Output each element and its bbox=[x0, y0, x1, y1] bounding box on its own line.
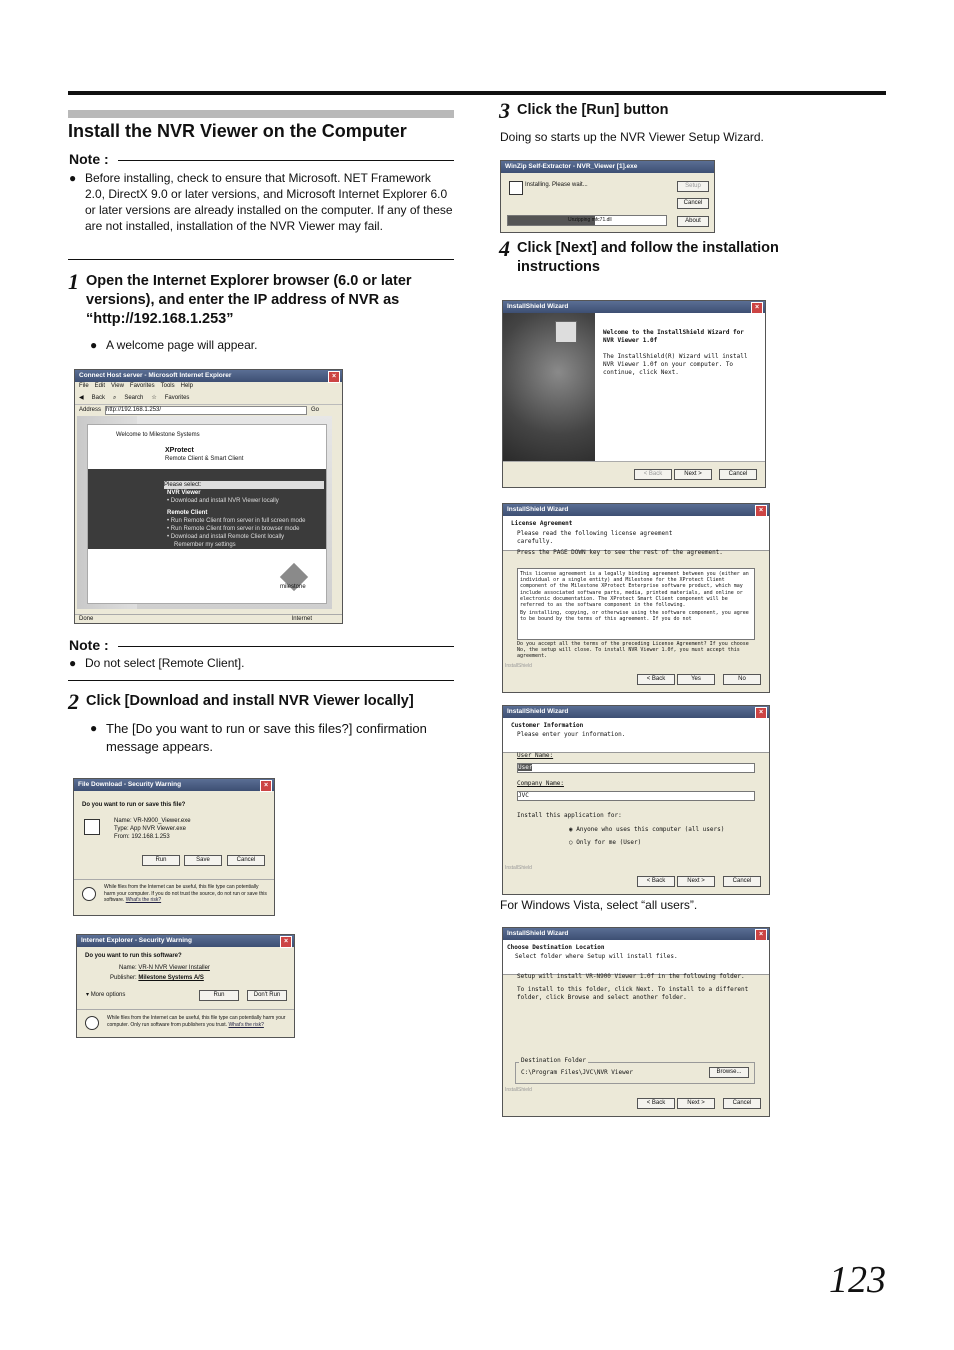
sec-name-row bbox=[119, 964, 210, 972]
step-number: 4 bbox=[499, 236, 510, 261]
step-title: Open the Internet Explorer browser (6.0 or later versions), and enter the IP address of NVR as “http://192.168.1.253” bbox=[86, 273, 412, 327]
star-icon[interactable]: ☆ bbox=[151, 394, 157, 401]
please-select: Please select: bbox=[164, 481, 324, 489]
fd-from: 192.168.1.253 bbox=[131, 834, 170, 840]
menu-favorites[interactable]: Favorites bbox=[129, 383, 155, 389]
license-text-2: By installing, copying, or otherwise using the software component, you agree to be bound by the terms of this agreement. If you do not bbox=[520, 610, 749, 623]
brand-text: milestone bbox=[280, 584, 306, 590]
menu-help[interactable]: Help bbox=[180, 383, 193, 389]
wd-line1: Setup will install VR-N900 Viewer 1.0f in the following folder. bbox=[517, 973, 745, 980]
step-2 bbox=[68, 689, 454, 714]
company-name-input[interactable] bbox=[517, 791, 755, 801]
remote-client-label: Remote Client bbox=[167, 510, 208, 516]
cancel-button[interactable]: Cancel bbox=[227, 855, 265, 866]
menu-panel bbox=[88, 469, 326, 549]
wd-title: InstallShield Wizard bbox=[507, 930, 569, 937]
about-button[interactable]: About bbox=[677, 216, 709, 227]
yes-button[interactable]: Yes bbox=[677, 674, 715, 685]
license-textbox[interactable] bbox=[517, 568, 755, 640]
product-sub: Remote Client & Smart Client bbox=[165, 456, 244, 462]
cancel-button[interactable]: Cancel bbox=[719, 469, 757, 480]
fd-question: Do you want to run or save this file? bbox=[82, 802, 186, 808]
sec-warning-text: While files from the Internet can be useful, this file type can potentially harm your computer. Only run software from publishers you trust. bbox=[107, 1015, 286, 1028]
user-name-label: User Name: bbox=[517, 752, 554, 759]
user-name-value: User bbox=[518, 764, 533, 771]
wizard-customer bbox=[502, 705, 770, 895]
note-end-rule bbox=[68, 259, 454, 260]
close-icon[interactable]: × bbox=[755, 505, 767, 517]
remote-fullscreen-link[interactable]: • Run Remote Client from server in full screen mode bbox=[167, 518, 306, 524]
wl-title: InstallShield Wizard bbox=[507, 506, 569, 513]
fd-titlebar bbox=[74, 779, 274, 791]
note-bullet: ● Before installing, check to ensure that Microsoft. NET Framework 2.0, DirectX 9.0 or later versions, and Microsoft Internet Explorer 6.0 or later versions are already installed on the computer. If any of these are not installed, installation of the NVR Viewer may fail. bbox=[69, 171, 453, 233]
close-icon[interactable]: × bbox=[755, 707, 767, 719]
note2-text: Do not select [Remote Client]. bbox=[85, 656, 245, 670]
back-button[interactable]: Back bbox=[91, 394, 105, 401]
step-number: 1 bbox=[68, 269, 79, 294]
wl-heading: License Agreement bbox=[511, 520, 573, 527]
search-button[interactable]: Search bbox=[124, 394, 144, 401]
radio-all-users[interactable]: ◉ Anyone who uses this computer (all users) bbox=[569, 826, 725, 833]
wizard-destination bbox=[502, 927, 770, 1117]
winzip-title: WinZip Self-Extractor - NVR_Viewer [1].exe bbox=[505, 163, 638, 170]
more-options-label[interactable]: More options bbox=[90, 992, 126, 998]
ie-security-dialog bbox=[76, 934, 295, 1038]
close-icon[interactable]: × bbox=[751, 302, 763, 314]
winzip-dialog bbox=[500, 160, 715, 233]
sec-name: VR-N NVR Viewer Installer bbox=[138, 965, 210, 971]
step-number: 3 bbox=[499, 98, 510, 123]
remember-checkbox[interactable]: Remember my settings bbox=[174, 542, 236, 548]
run-button[interactable]: Run bbox=[199, 990, 239, 1001]
sec-publisher: Milestone Systems A/S bbox=[138, 975, 204, 981]
next-button[interactable]: Next > bbox=[677, 876, 715, 887]
destination-label: Destination Folder bbox=[521, 1057, 587, 1064]
step-title: Click [Next] and follow the installation instructions bbox=[517, 240, 779, 275]
fd-divider bbox=[74, 879, 274, 880]
winzip-titlebar bbox=[501, 161, 714, 173]
step1-bullet-text: A welcome page will appear. bbox=[106, 338, 258, 352]
next-button[interactable]: Next > bbox=[677, 1098, 715, 1109]
status-left: Done bbox=[79, 616, 94, 622]
browse-button[interactable]: Browse... bbox=[709, 1067, 749, 1078]
ie-menubar bbox=[75, 382, 342, 391]
step-4 bbox=[499, 236, 839, 277]
sec-divider bbox=[77, 1009, 294, 1010]
save-button[interactable]: Save bbox=[184, 855, 222, 866]
menu-view[interactable]: View bbox=[111, 383, 124, 389]
top-rule bbox=[68, 91, 886, 95]
fd-title: File Download - Security Warning bbox=[78, 781, 182, 788]
fd-type-label: Type: bbox=[114, 826, 129, 832]
company-name-label: Company Name: bbox=[517, 780, 564, 787]
fd-warning bbox=[104, 884, 269, 904]
sec-question: Do you want to run this software? bbox=[85, 953, 182, 959]
wl-titlebar bbox=[503, 504, 769, 516]
wd-titlebar bbox=[503, 928, 769, 940]
fd-warning-text: While files from the Internet can be useful, this file type can potentially harm your computer. If you do not trust the source, do not run or save this software. bbox=[104, 884, 267, 903]
ie-titlebar bbox=[75, 370, 342, 382]
product-name: XProtect bbox=[165, 447, 194, 454]
back-button[interactable]: < Back bbox=[637, 674, 675, 685]
back-button[interactable]: < Back bbox=[634, 469, 672, 480]
shield-icon bbox=[85, 1016, 99, 1030]
chevron-down-icon[interactable]: ▾ bbox=[86, 992, 90, 998]
close-icon[interactable]: × bbox=[328, 371, 340, 383]
sec-title: Internet Explorer - Security Warning bbox=[81, 937, 193, 944]
ww-text: The InstallShield(R) Wizard will install NVR Viewer 1.0f on your computer. To continue, click Next. bbox=[603, 353, 748, 376]
close-icon[interactable]: × bbox=[280, 936, 292, 948]
wizard-side-art bbox=[503, 313, 595, 461]
sec-titlebar bbox=[77, 935, 294, 947]
wc-titlebar bbox=[503, 706, 769, 718]
close-icon[interactable]: × bbox=[755, 929, 767, 941]
note2-rule bbox=[118, 646, 454, 647]
fd-name-label: Name: bbox=[114, 818, 132, 824]
ie-content bbox=[77, 416, 332, 609]
run-button[interactable]: Run bbox=[142, 855, 180, 866]
license-text: This license agreement is a legally binding agreement between you (either an individual or a single entity) and Milestone for the XProtect Client component of the Milestone XProtect Enterprise software product, which may include associated software parts, media, printed materials, and online or electronic documentation. The XProtect Smart Client component will be referred to as the software component in the following. bbox=[520, 571, 749, 609]
ie-browser-screenshot bbox=[74, 369, 343, 624]
radio-all-users-label: Anyone who uses this computer (all users) bbox=[576, 826, 725, 833]
page-number: 123 bbox=[829, 1259, 886, 1301]
wl-question: Do you accept all the terms of the preceding License Agreement? If you choose No, the setup will close. To install NVR Viewer 1.0f, you must accept this agreement. bbox=[517, 641, 749, 660]
section-bar bbox=[68, 110, 454, 118]
wl-sub: Please read the following license agreement carefully. bbox=[517, 530, 673, 545]
sec-name-label: Name: bbox=[119, 965, 137, 971]
step2-bullet-text: The [Do you want to run or save this files?] confirmation message appears. bbox=[106, 721, 427, 754]
menu-file[interactable]: File bbox=[79, 383, 89, 389]
wl-footer-brand: InstallShield bbox=[505, 663, 532, 669]
menu-tools[interactable]: Tools bbox=[160, 383, 175, 389]
wd-footer-brand: InstallShield bbox=[505, 1087, 532, 1093]
address-input[interactable]: http://192.168.1.253/ bbox=[105, 406, 307, 415]
step-title: Click the [Run] button bbox=[517, 102, 669, 118]
note2-end-rule bbox=[68, 680, 454, 681]
wc-title: InstallShield Wizard bbox=[507, 708, 569, 715]
wizard-welcome bbox=[502, 300, 766, 488]
note-rule bbox=[118, 160, 454, 161]
wd-sub: Select folder where Setup will install files. bbox=[515, 953, 678, 960]
address-label: Address bbox=[79, 407, 102, 413]
fd-name: VR-N900_Viewer.exe bbox=[133, 818, 191, 824]
installer-icon bbox=[555, 321, 577, 343]
wd-heading: Choose Destination Location bbox=[507, 944, 605, 951]
back-icon[interactable]: ◀ bbox=[79, 394, 84, 401]
cancel-button[interactable]: Cancel bbox=[723, 1098, 761, 1109]
destination-path: C:\Program Files\JVC\NVR Viewer bbox=[521, 1069, 633, 1076]
step-3 bbox=[499, 98, 885, 123]
wc-heading: Customer Information bbox=[511, 722, 584, 729]
section-title: Install the NVR Viewer on the Computer bbox=[68, 121, 407, 141]
ie-title: Connect Host server - Microsoft Internet Explorer bbox=[79, 372, 232, 379]
wc-sub: Please enter your information. bbox=[517, 731, 626, 738]
install-for-label: Install this application for: bbox=[517, 812, 622, 819]
vista-note: For Windows Vista, select “all users”. bbox=[500, 898, 698, 912]
user-name-input[interactable] bbox=[517, 763, 755, 773]
dont-run-button[interactable]: Don't Run bbox=[247, 990, 287, 1001]
radio-only-me[interactable]: ○ Only for me (User) bbox=[569, 839, 642, 846]
close-icon[interactable]: × bbox=[260, 780, 272, 792]
remote-browser-link[interactable]: • Run Remote Client from server in browser mode bbox=[167, 526, 300, 532]
no-button[interactable]: No bbox=[723, 674, 761, 685]
company-name-value: JVC bbox=[518, 792, 529, 799]
address-bar bbox=[75, 405, 342, 415]
favorites-button[interactable]: Favorites bbox=[164, 394, 190, 401]
sec-warning bbox=[107, 1015, 287, 1028]
search-icon[interactable]: ⌕ bbox=[112, 394, 117, 401]
step2-bullet: ● The [Do you want to run or save this files?] confirmation message appears. bbox=[90, 720, 450, 756]
fd-from-label: From: bbox=[114, 834, 130, 840]
wizard-license bbox=[502, 503, 770, 693]
ww-heading: Welcome to the InstallShield Wizard for NVR Viewer 1.0f bbox=[603, 329, 744, 344]
note2-bullet: ● Do not select [Remote Client]. bbox=[69, 656, 245, 670]
file-icon bbox=[84, 819, 100, 835]
status-right: Internet bbox=[291, 616, 312, 622]
cancel-button[interactable]: Cancel bbox=[677, 198, 709, 209]
archive-icon bbox=[509, 181, 523, 195]
welcome-panel bbox=[87, 424, 327, 604]
note-text: Before installing, check to ensure that Microsoft. NET Framework 2.0, DirectX 9.0 or later versions, and Microsoft Internet Explorer 6.0 or later versions are already installed on the computer. If any of these are not installed, installation of the NVR Viewer may fail. bbox=[85, 171, 453, 233]
wc-footer-brand: InstallShield bbox=[505, 865, 532, 871]
ww-title: InstallShield Wizard bbox=[507, 303, 569, 310]
progress-bar bbox=[507, 215, 667, 226]
shield-icon bbox=[82, 887, 96, 901]
next-button[interactable]: Next > bbox=[674, 469, 712, 480]
back-button[interactable]: < Back bbox=[637, 1098, 675, 1109]
welcome-text: Welcome to Milestone Systems bbox=[116, 432, 200, 438]
cancel-button[interactable]: Cancel bbox=[723, 876, 761, 887]
sec-risk-link[interactable]: What's the risk? bbox=[228, 1021, 264, 1028]
go-button[interactable]: Go bbox=[311, 407, 320, 413]
sec-publisher-label: Publisher: bbox=[110, 975, 137, 981]
progress-text: Unzipping mfc71.dll bbox=[568, 217, 612, 223]
download-nvr-link[interactable]: • Download and install NVR Viewer locally bbox=[167, 498, 279, 504]
ie-statusbar bbox=[75, 614, 342, 623]
fd-risk-link[interactable]: What's the risk? bbox=[125, 897, 162, 903]
file-download-dialog bbox=[73, 778, 275, 916]
fd-details bbox=[114, 817, 264, 841]
wl-pagedown: Press the PAGE DOWN key to see the rest of the agreement. bbox=[517, 549, 723, 556]
menu-edit[interactable]: Edit bbox=[94, 383, 106, 389]
wd-line2: To install to this folder, click Next. To install to a different folder, click Browse and select another folder. bbox=[517, 986, 749, 1001]
radio-only-me-label: Only for me (User) bbox=[576, 839, 642, 846]
setup-button[interactable]: Setup bbox=[677, 181, 709, 192]
note2-label: Note : bbox=[69, 637, 109, 653]
note-label: Note : bbox=[69, 151, 109, 167]
nvr-viewer-label: NVR Viewer bbox=[167, 490, 201, 496]
installing-text: Installing. Please wait... bbox=[525, 182, 588, 188]
ww-titlebar bbox=[503, 301, 765, 313]
step1-bullet: ● A welcome page will appear. bbox=[90, 338, 258, 352]
remote-install-link[interactable]: • Download and install Remote Client locally bbox=[167, 534, 285, 540]
step3-text: Doing so starts up the NVR Viewer Setup Wizard. bbox=[500, 130, 764, 144]
fd-type: App NVR Viewer.exe bbox=[130, 826, 186, 832]
step-title: Click [Download and install NVR Viewer locally] bbox=[86, 693, 414, 709]
ie-toolbar bbox=[75, 391, 342, 405]
step-number: 2 bbox=[68, 689, 79, 714]
sec-publisher-row bbox=[110, 974, 204, 982]
more-options[interactable] bbox=[86, 991, 125, 999]
step-1 bbox=[68, 269, 454, 329]
back-button[interactable]: < Back bbox=[637, 876, 675, 887]
